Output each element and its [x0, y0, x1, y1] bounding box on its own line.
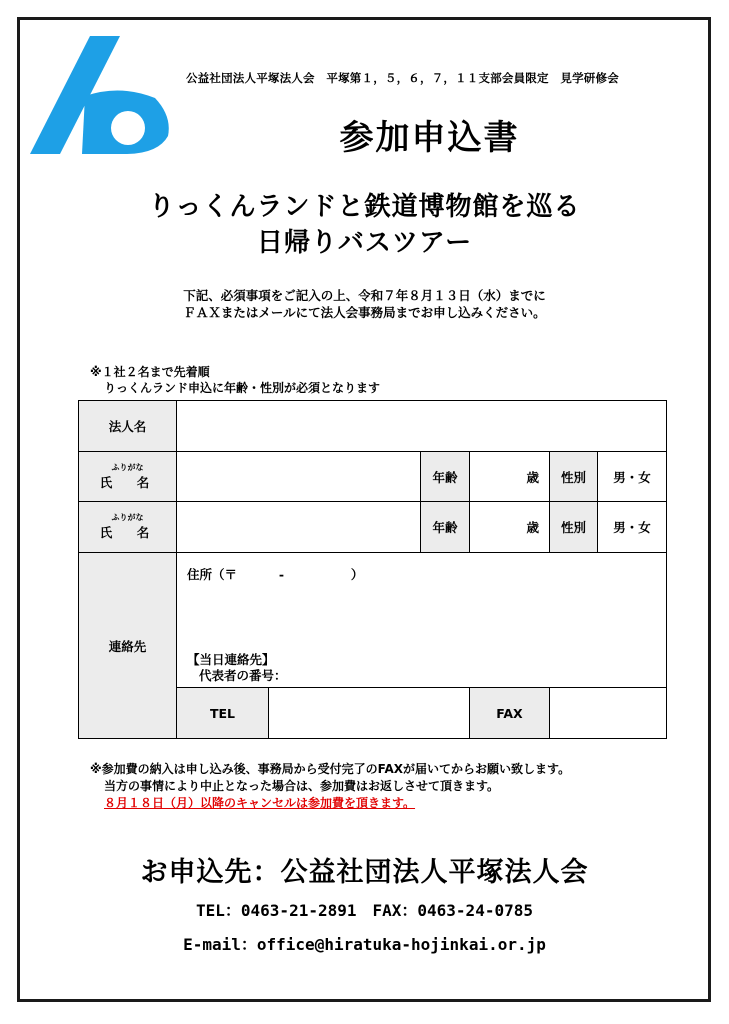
tour-title-line2: 日帰りバスツアー: [256, 228, 473, 258]
fax-field[interactable]: [550, 688, 667, 739]
tel-fax-line: TEL：0463-21-2891 FAX：0463-24-0785: [196, 901, 533, 920]
note-line1: ※１社２名まで先着順: [90, 365, 210, 379]
name-field-2[interactable]: [177, 502, 421, 553]
age-field-2[interactable]: 歳: [470, 502, 550, 553]
furigana-label: ふりがな: [111, 462, 144, 472]
cancellation-note: ８月１８日（月）以降のキャンセルは参加費を頂きます。: [104, 796, 416, 810]
sex-label: 性別: [550, 452, 598, 502]
furigana-label: ふりがな: [111, 513, 144, 522]
tel-label: TEL: [177, 688, 269, 739]
name-label-1: [79, 452, 177, 502]
address-line: 住所（〒 - ）: [187, 567, 364, 582]
email-line[interactable]: E-mail：office@hiratuka-hojinkai.or.jp: [183, 935, 546, 954]
age-label: 年齢: [421, 452, 470, 502]
organization-line: 公益社団法人平塚法人会 平塚第１，５，６，７，１１支部会員限定 見学研修会: [186, 71, 619, 85]
page-title: 参加申込書: [339, 118, 520, 158]
day-contact-label: 代表者の番号：: [199, 668, 287, 683]
sex-field-1[interactable]: 男・女: [598, 452, 667, 502]
sex-field-2[interactable]: 男・女: [598, 502, 667, 553]
apply-to-heading: お申込先：公益社団法人平塚法人会: [140, 857, 589, 888]
name-field-1[interactable]: [177, 452, 421, 502]
age-field-1[interactable]: 歳: [470, 452, 550, 502]
address-field[interactable]: [177, 553, 667, 688]
name-label-2: [79, 502, 177, 553]
name-label-text: 氏 名: [99, 525, 156, 540]
contact-label: 連絡先: [79, 553, 177, 739]
age-label: 年齢: [421, 502, 470, 553]
intro-line2: ＦＡＸまたはメールにて法人会事務局までお申し込みください。: [183, 305, 546, 320]
note-line2: りっくんランド申込に年齢・性別が必須となります: [104, 381, 381, 395]
application-form: [78, 400, 667, 739]
tour-title-line1: りっくんランドと鉄道博物館を巡る: [148, 192, 581, 222]
day-contact-title: 【当日連絡先】: [187, 652, 275, 667]
intro-line1: 下記、必須事項をご記入の上、令和７年８月１３日（水）までに: [183, 288, 546, 303]
sex-label: 性別: [550, 502, 598, 553]
refund-note: 当方の事情により中止となった場合は、参加費はお返しさせて頂きます。: [104, 779, 500, 793]
payment-note: ※参加費の納入は申し込み後、事務局から受付完了のFAXが届いてからお願い致します。: [90, 762, 571, 776]
tel-field[interactable]: [269, 688, 470, 739]
name-label-text: 氏 名: [99, 474, 156, 490]
company-name-label: 法人名: [79, 401, 177, 452]
fax-label: FAX: [470, 688, 550, 739]
company-name-field[interactable]: [177, 401, 667, 452]
